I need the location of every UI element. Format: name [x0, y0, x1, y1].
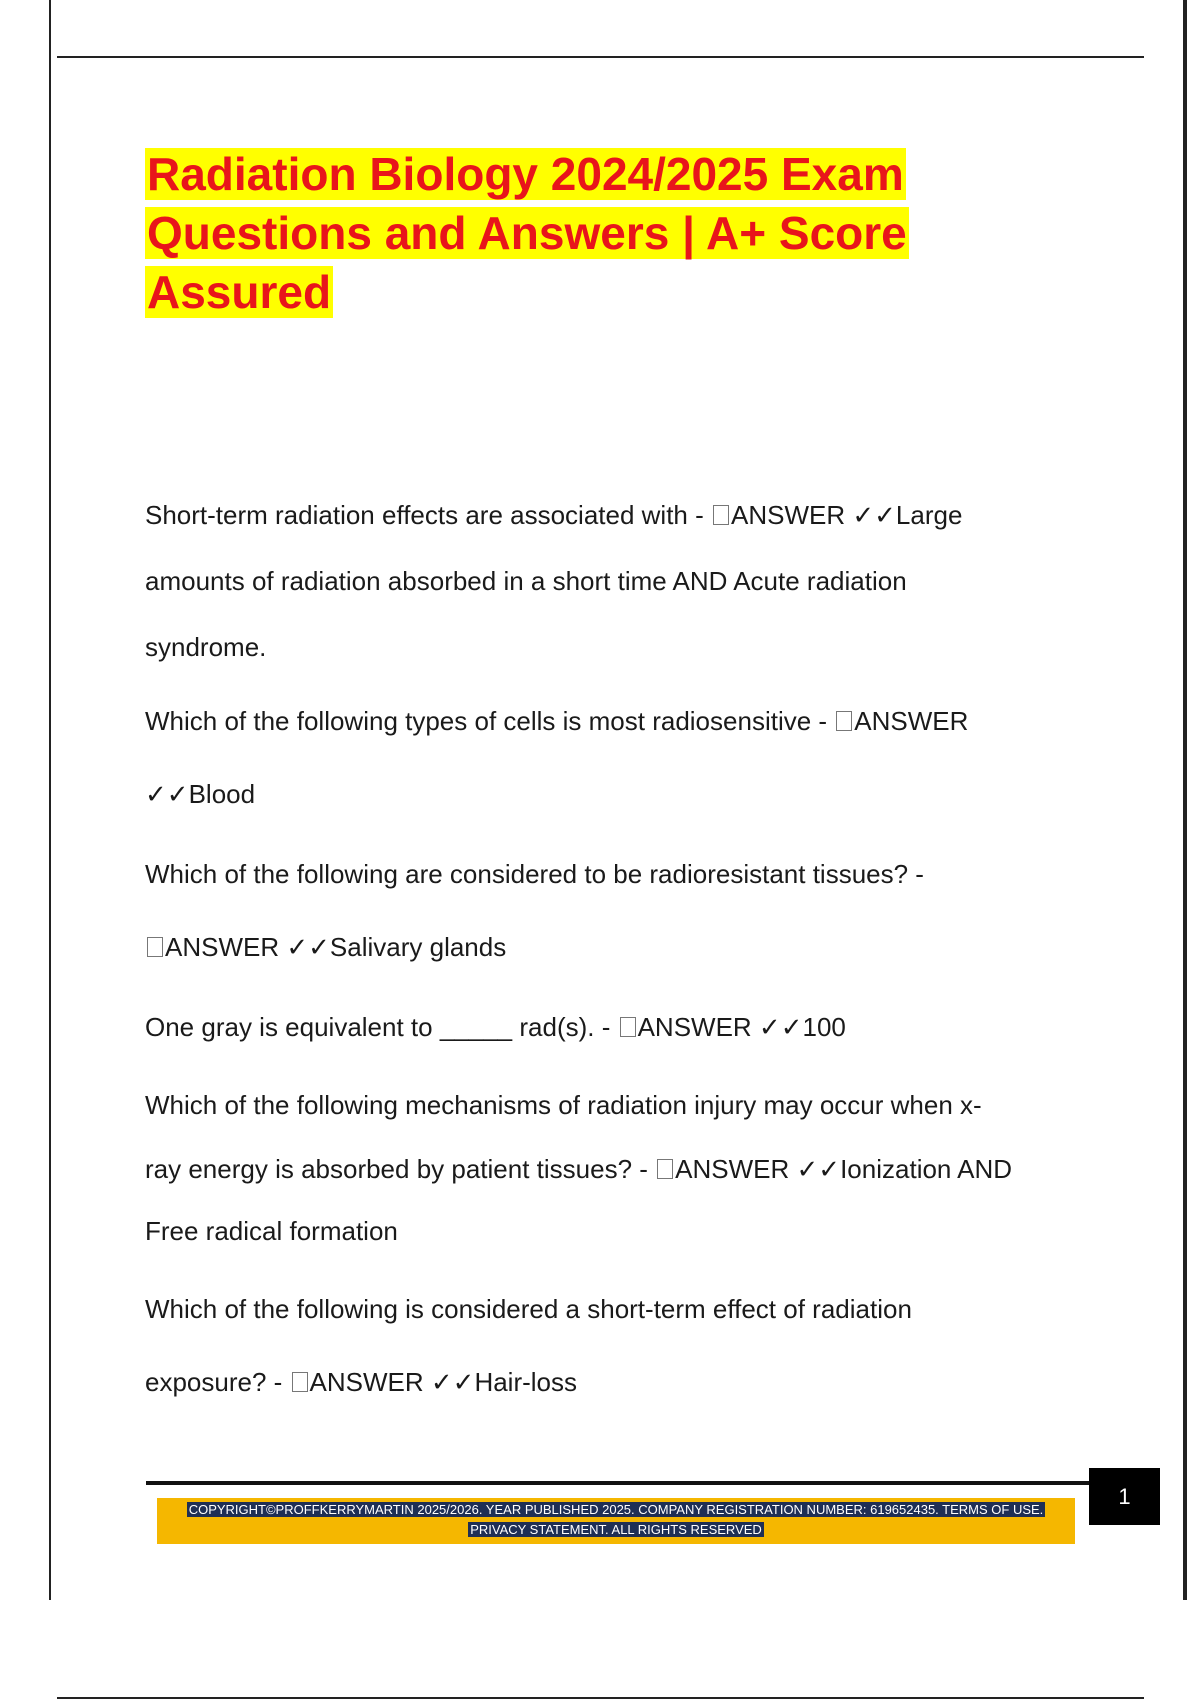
qa-text: Which of the following mechanisms of radiation injury may occur when x-: [145, 1090, 982, 1120]
qa-text: Free radical formation: [145, 1216, 398, 1246]
qa-line: [145, 561, 1095, 601]
qa-text: amounts of radiation absorbed in a short time AND Acute radiation: [145, 566, 907, 596]
qa-answer-text: ANSWER ✓✓Ionization AND: [675, 1154, 1013, 1184]
qa-line: [145, 627, 1095, 667]
qa-answer-text: ANSWER: [854, 706, 969, 736]
missing-glyph-box-icon: [657, 1159, 673, 1179]
document-title: [145, 145, 1005, 322]
qa-line: [145, 1149, 1095, 1189]
qa-text: Short-term radiation effects are associated with -: [145, 500, 711, 530]
next-page-rule: [57, 1697, 1144, 1699]
title-line-3: Assured: [147, 266, 332, 318]
qa-text: Which of the following is considered a short-term effect of radiation: [145, 1294, 912, 1324]
footer-rule: [146, 1481, 1090, 1485]
qa-answer-text: ANSWER ✓✓100: [637, 1012, 846, 1042]
qa-item: [145, 495, 1095, 667]
qa-text: ✓✓Blood: [145, 779, 256, 809]
qa-line: [145, 1007, 1095, 1047]
qa-text: ray energy is absorbed by patient tissues? -: [145, 1154, 656, 1184]
qa-text: Which of the following are considered to be radioresistant tissues? -: [145, 859, 924, 889]
qa-answer-text: ANSWER ✓✓Large: [731, 500, 963, 530]
title-line-1: Radiation Biology 2024/2025 Exam: [147, 148, 904, 200]
page-number: 1: [1089, 1468, 1160, 1525]
qa-text: Which of the following types of cells is most radiosensitive -: [145, 706, 835, 736]
missing-glyph-box-icon: [147, 937, 163, 957]
qa-item: [145, 854, 1095, 967]
qa-answer-text: ANSWER ✓✓Salivary glands: [165, 932, 507, 962]
page-left-border: [49, 0, 51, 1600]
qa-line: [145, 495, 1095, 535]
qa-line: [145, 701, 1095, 741]
footer-copyright: [157, 1500, 1075, 1540]
qa-line: [145, 1211, 1095, 1251]
qa-line: [145, 854, 1095, 894]
qa-text: syndrome.: [145, 632, 267, 662]
footer-copyright-line-2: PRIVACY STATEMENT. ALL RIGHTS RESERVED: [470, 1522, 762, 1537]
qa-list: [145, 495, 1095, 1402]
qa-line: [145, 1085, 1095, 1125]
qa-answer-text: ANSWER ✓✓Hair-loss: [309, 1367, 578, 1397]
qa-item: [145, 1085, 1095, 1251]
qa-item: [145, 1007, 1095, 1047]
qa-line: [145, 927, 1095, 967]
title-line-2: Questions and Answers | A+ Score: [147, 207, 907, 259]
header-rule: [57, 56, 1144, 58]
missing-glyph-box-icon: [620, 1017, 636, 1037]
qa-item: [145, 701, 1095, 814]
qa-text: exposure? -: [145, 1367, 290, 1397]
qa-line: [145, 1289, 1095, 1329]
missing-glyph-box-icon: [836, 711, 852, 731]
footer-copyright-line-1: COPYRIGHT©PROFFKERRYMARTIN 2025/2026. YEAR PUBLISHED 2025. COMPANY REGISTRATION NUMBER: 619652435. TERMS OF USE.: [188, 1502, 1044, 1517]
missing-glyph-box-icon: [292, 1372, 308, 1392]
missing-glyph-box-icon: [713, 505, 729, 525]
page-right-border: [1183, 0, 1187, 1600]
qa-line: [145, 1362, 1095, 1402]
qa-text: One gray is equivalent to _____ rad(s). -: [145, 1012, 618, 1042]
qa-line: [145, 774, 1095, 814]
qa-item: [145, 1289, 1095, 1402]
